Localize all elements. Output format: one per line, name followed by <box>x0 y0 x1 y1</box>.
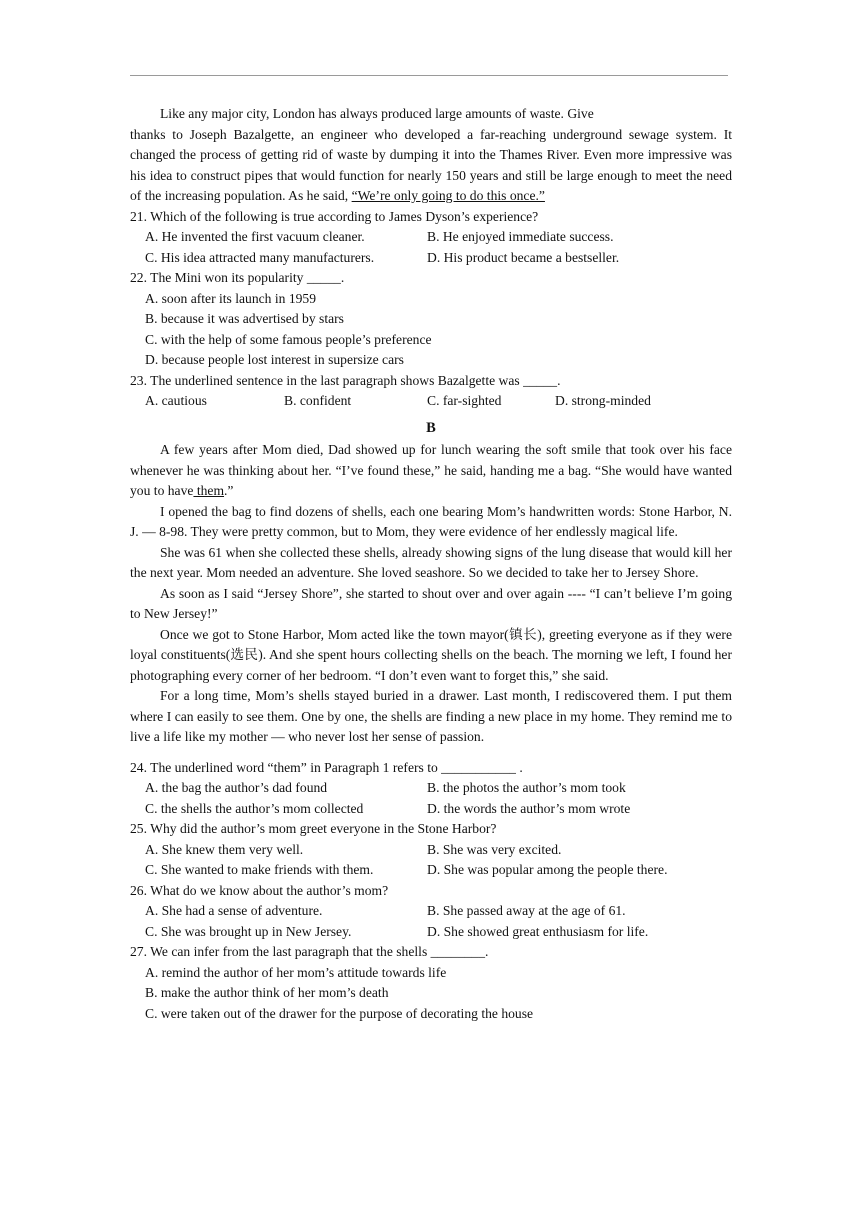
options-row <box>130 840 732 861</box>
option-c[interactable]: C. His idea attracted many manufacturers. <box>145 249 375 265</box>
option-a[interactable]: A. soon after its launch in 1959 <box>145 290 317 306</box>
exam-page <box>130 104 732 1024</box>
option-a[interactable]: A. cautious <box>145 393 207 408</box>
paragraph-text-end: .” <box>224 483 234 498</box>
option-c[interactable]: C. She was brought up in New Jersey. <box>145 923 352 939</box>
option-c[interactable]: C. She wanted to make friends with them. <box>145 862 374 877</box>
question-21: 21. Which of the following is true according to James Dyson’s experience? <box>130 208 539 224</box>
option-a[interactable]: A. She knew them very well. <box>145 841 304 857</box>
option-b[interactable]: B. She passed away at the age of 61. <box>427 903 626 918</box>
passage-b-paragraph-1 <box>130 440 732 502</box>
section-heading: B <box>426 419 436 436</box>
underlined-word: them <box>193 483 225 498</box>
option-d[interactable]: D. She was popular among the people there. <box>427 862 668 877</box>
options-row <box>130 860 732 881</box>
option-a[interactable]: A. remind the author of her mom’s attitude towards life <box>145 964 447 980</box>
passage-a-last-paragraph <box>130 104 732 207</box>
option-d[interactable]: D. the words the author’s mom wrote <box>427 800 631 816</box>
question-24: 24. The underlined word “them” in Paragraph 1 refers to ___________ . <box>130 759 523 775</box>
options-row <box>130 391 732 412</box>
options-row <box>130 248 732 269</box>
question-27: 27. We can infer from the last paragraph that the shells ________. <box>130 944 489 959</box>
option-d[interactable]: D. because people lost interest in supersize cars <box>145 352 404 367</box>
option-d[interactable]: D. She showed great enthusiasm for life. <box>427 923 649 939</box>
options-row <box>130 922 732 943</box>
paragraph-body: thanks to Joseph Bazalgette, an engineer who developed a far-reaching underground sewage system. It changed the process of getting rid of waste by dumping it into the Thames River. Even more impressive was his idea to construct pipes that would function for nearly 150 years and still be large enough to meet the need of the increasing population. As he said, <box>130 126 732 203</box>
option-b[interactable]: B. She was very excited. <box>427 841 562 857</box>
passage-b-paragraph-2: I opened the bag to find dozens of shells, each one bearing Mom’s handwritten words: Stone Harbor, N. J. — 8-98. They were pretty common, but to Mom, they were evidence of her endlessly magical life. <box>130 503 732 539</box>
option-a[interactable]: A. the bag the author’s dad found <box>145 780 328 795</box>
question-23: 23. The underlined sentence in the last paragraph shows Bazalgette was _____. <box>130 372 561 388</box>
option-c[interactable]: C. far-sighted <box>427 393 502 408</box>
options-row <box>130 901 732 922</box>
passage-b-paragraph-6: For a long time, Mom’s shells stayed buried in a drawer. Last month, I rediscovered them. I put them where I can easily to see them. One by one, the shells are finding a new place in my home. They remind me to live a life like my mother — who never lost her sense of passion. <box>130 688 732 744</box>
option-b[interactable]: B. confident <box>284 393 352 408</box>
option-a[interactable]: A. She had a sense of adventure. <box>145 903 323 918</box>
option-b[interactable]: B. make the author think of her mom’s death <box>145 985 389 1000</box>
options-row <box>130 778 732 799</box>
option-c[interactable]: C. with the help of some famous people’s preference <box>145 331 432 347</box>
option-b[interactable]: B. He enjoyed immediate success. <box>427 229 614 244</box>
paragraph-first-line: Like any major city, London has always produced large amounts of waste. Give <box>160 106 594 121</box>
option-a[interactable]: A. He invented the first vacuum cleaner. <box>145 229 365 244</box>
option-d[interactable]: D. strong-minded <box>555 393 651 408</box>
options-row <box>130 227 732 248</box>
question-22: 22. The Mini won its popularity _____. <box>130 270 345 285</box>
options-row <box>130 799 732 820</box>
underlined-quote: “We’re only going to do this once.” <box>351 188 545 203</box>
option-d[interactable]: D. His product became a bestseller. <box>427 249 620 265</box>
passage-b-paragraph-4: As soon as I said “Jersey Shore”, she started to shout over and over again ---- “I can’t believe I’m going to New Jersey!” <box>130 585 732 621</box>
option-b[interactable]: B. because it was advertised by stars <box>145 311 344 326</box>
spacer <box>130 748 732 758</box>
passage-b-paragraph-5: Once we got to Stone Harbor, Mom acted like the town mayor(镇长), greeting everyone as if they were loyal constituents(选民). And she spent hours collecting shells on the beach. The morning we left, I found her photographing every corner of her bedroom. “I don’t even want to forget this,” she said. <box>130 626 732 683</box>
question-26: 26. What do we know about the author’s mom? <box>130 882 389 898</box>
header-rule <box>130 75 728 76</box>
passage-b-paragraph-3: She was 61 when she collected these shells, already showing signs of the lung disease that would kill her the next year. Mom needed an adventure. She loved seashore. So we decided to take her to Jersey Shore. <box>130 544 732 580</box>
option-c[interactable]: C. the shells the author’s mom collected <box>145 800 364 816</box>
option-b[interactable]: B. the photos the author’s mom took <box>427 780 626 795</box>
paragraph-text: A few years after Mom died, Dad showed up for lunch wearing the soft smile that took over his face whenever he was thinking about her. “I’ve found these,” he said, handing me a bag. “She would have wanted you to have <box>130 442 732 498</box>
question-25: 25. Why did the author’s mom greet everyone in the Stone Harbor? <box>130 821 497 836</box>
option-c[interactable]: C. were taken out of the drawer for the purpose of decorating the house <box>145 1005 534 1021</box>
